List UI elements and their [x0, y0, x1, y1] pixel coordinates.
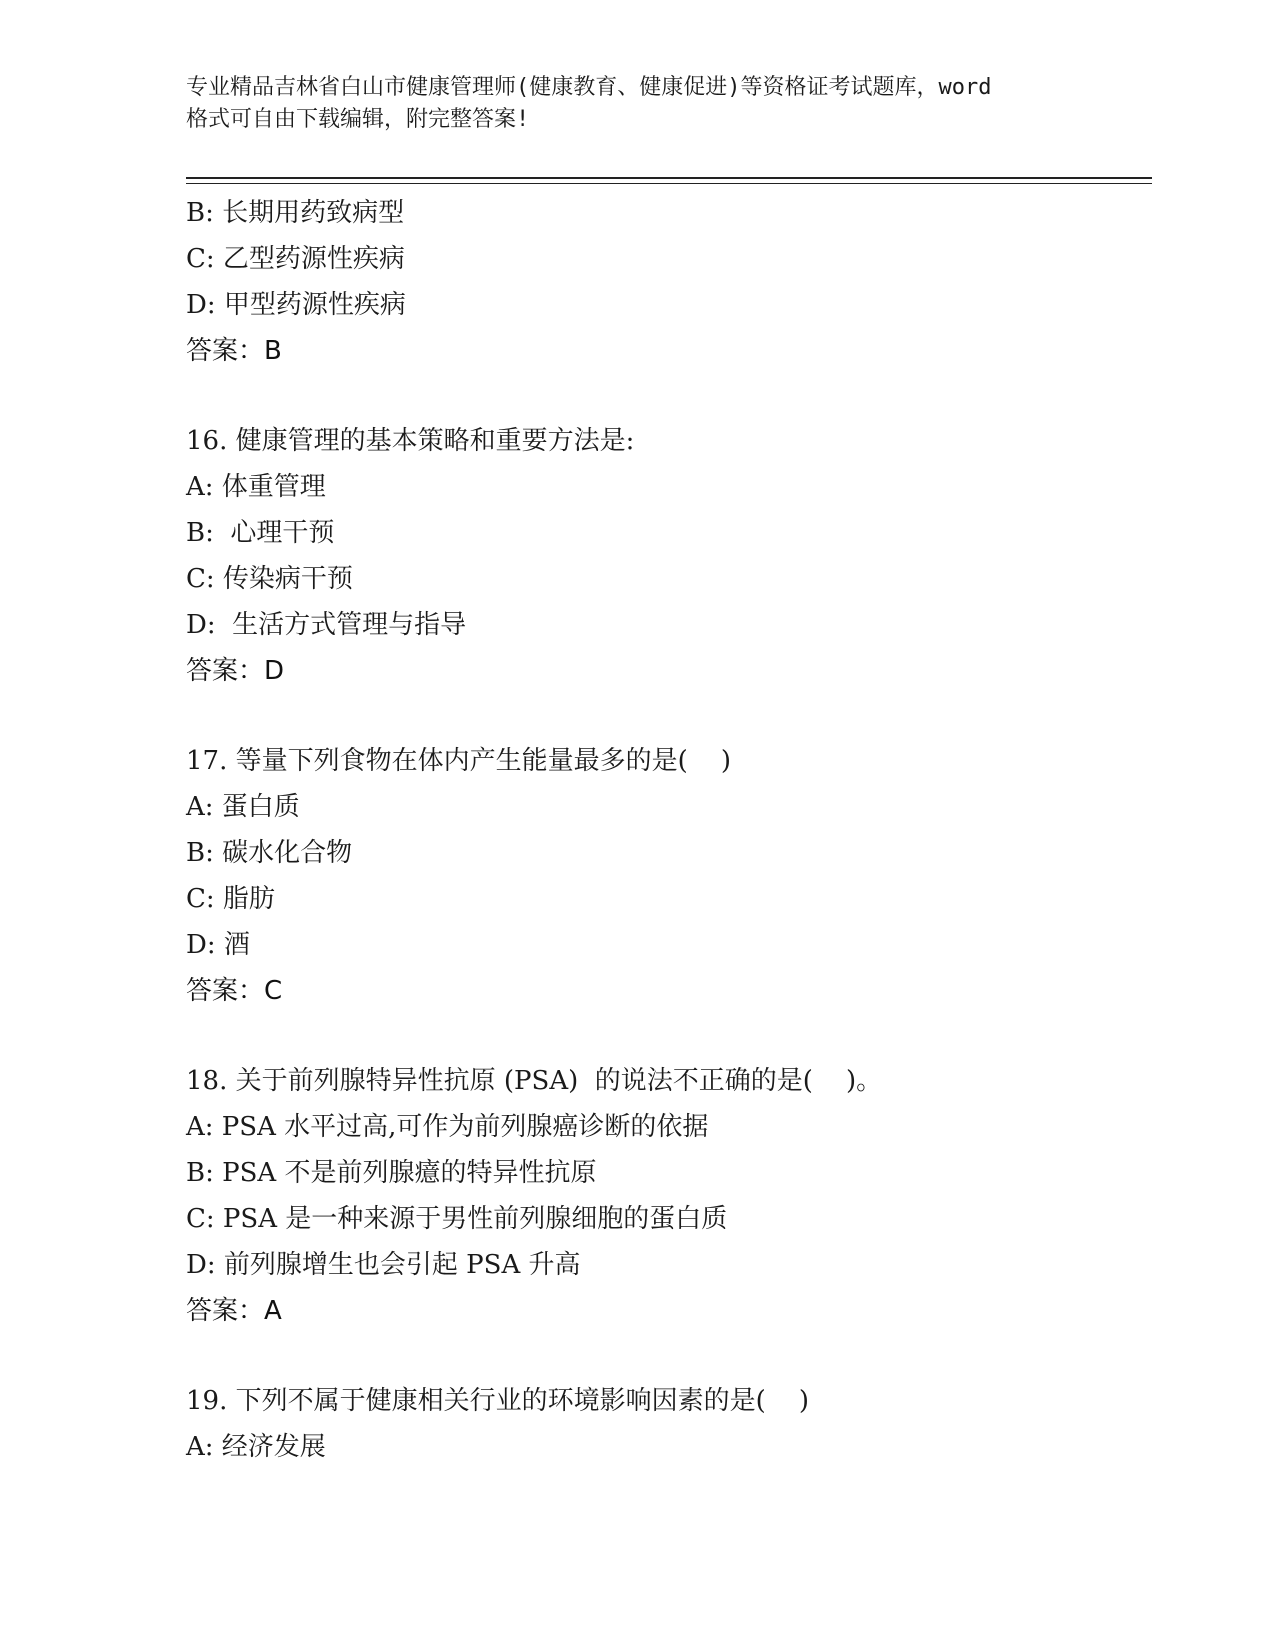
option-line: D: 前列腺增生也会引起 PSA 升高 — [186, 1250, 581, 1280]
option-line: B: 长期用药致病型 — [186, 198, 405, 228]
answer-line: 答案：C — [186, 976, 283, 1006]
option-line: C: 传染病干预 — [186, 564, 353, 594]
option-line: A: 体重管理 — [186, 472, 326, 502]
answer-line: 答案：B — [186, 336, 282, 366]
question-stem: 18. 关于前列腺特异性抗原 (PSA) 的说法不正确的是( )。 — [186, 1066, 883, 1096]
question-stem: 16. 健康管理的基本策略和重要方法是: — [186, 426, 635, 456]
option-line: C: 脂肪 — [186, 884, 275, 914]
option-line: C: PSA 是一种来源于男性前列腺细胞的蛋白质 — [186, 1204, 728, 1234]
question-stem: 19. 下列不属于健康相关行业的环境影响因素的是( ) — [186, 1386, 809, 1416]
header-divider-thin — [186, 183, 1152, 184]
answer-line: 答案：D — [186, 656, 285, 686]
header-line-2: 格式可自由下载编辑，附完整答案! — [186, 107, 530, 132]
option-line: B: PSA 不是前列腺癔的特异性抗原 — [186, 1158, 597, 1188]
option-line: D: 酒 — [186, 930, 250, 960]
answer-line: 答案：A — [186, 1296, 282, 1326]
option-line: B: 心理干预 — [186, 518, 335, 548]
option-line: B: 碳水化合物 — [186, 838, 353, 868]
question-list — [186, 190, 1152, 1470]
option-line: A: 蛋白质 — [186, 792, 300, 822]
option-line: C: 乙型药源性疾病 — [186, 244, 405, 274]
header-divider-thick — [186, 177, 1152, 179]
option-line: A: PSA 水平过高,可作为前列腺癌诊断的依据 — [186, 1112, 709, 1142]
option-line: D: 甲型药源性疾病 — [186, 290, 406, 320]
question-stem: 17. 等量下列食物在体内产生能量最多的是( ) — [186, 746, 731, 776]
option-line: A: 经济发展 — [186, 1432, 326, 1462]
option-line: D: 生活方式管理与指导 — [186, 610, 467, 640]
header-line-1: 专业精品吉林省白山市健康管理师(健康教育、健康促进)等资格证考试题库，word — [186, 75, 992, 100]
document-header — [186, 72, 1086, 136]
